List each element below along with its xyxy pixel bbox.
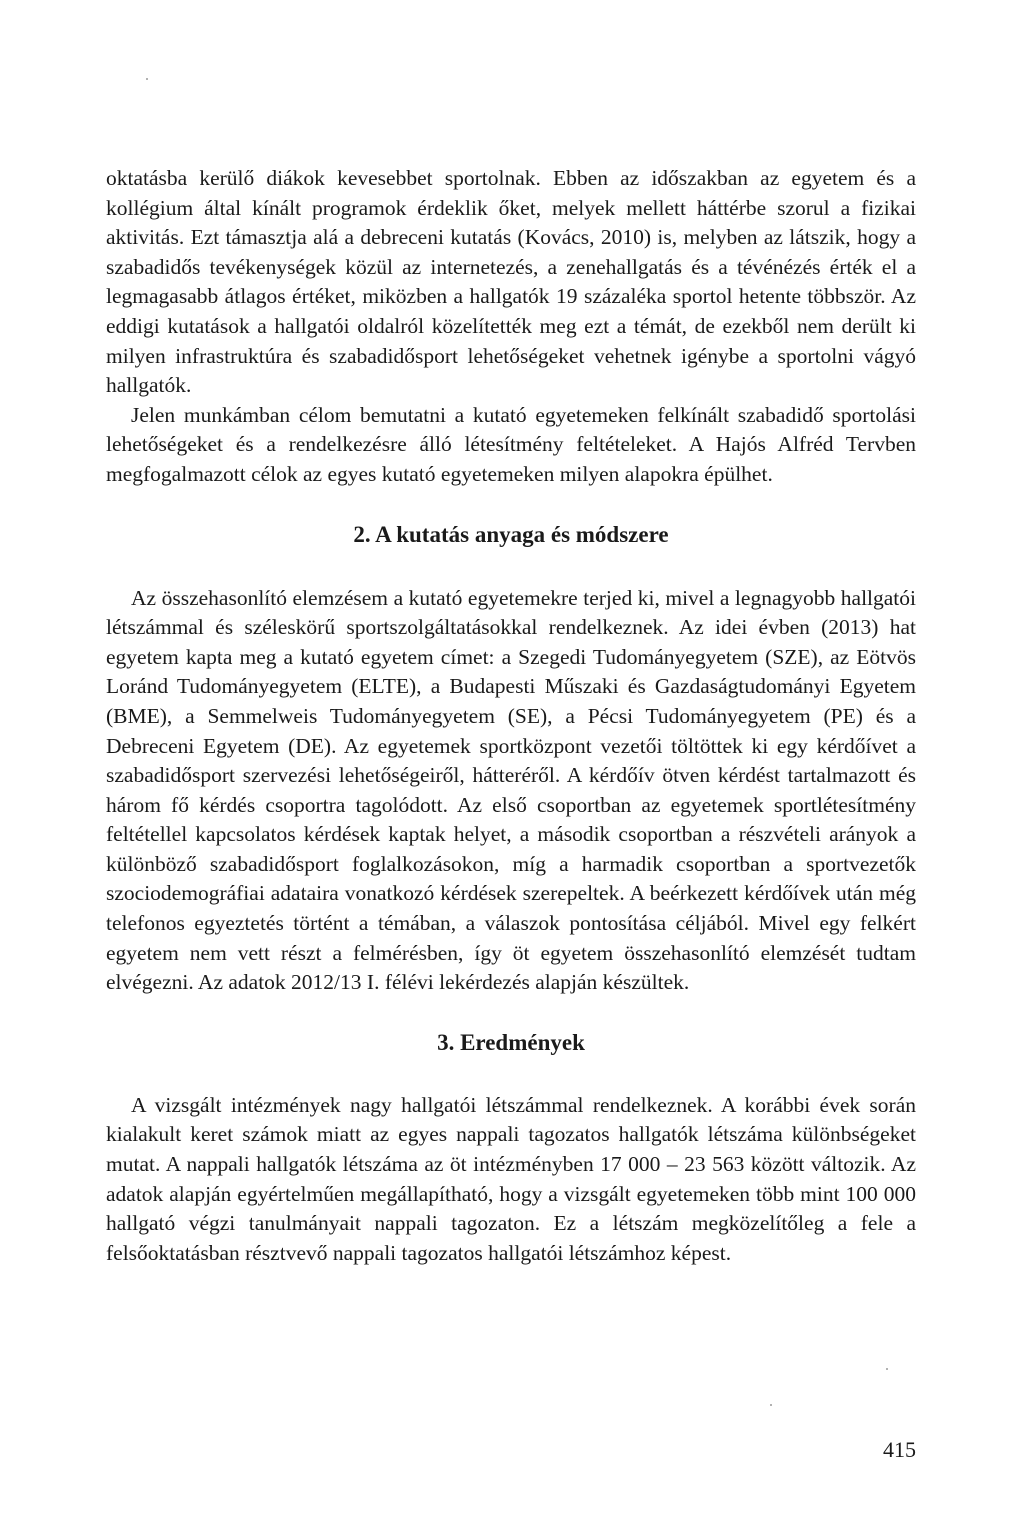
document-page: [106, 164, 916, 1268]
section-3-heading: 3. Eredmények: [437, 1029, 585, 1055]
scan-speck: [886, 1368, 888, 1370]
intro-paragraph-continued: oktatásba kerülő diákok kevesebbet sportolnak. Ebben az időszakban az egyetem és a kollégium által kínált programok érdeklik őket, melyek mellett háttérbe szorul a fizikai aktivitás. Ezt támasztja alá a debreceni kutatás (Kovács, 2010) is, melyben az látszik, hogy a szabadidős tevékenységek közül az internetezés, a zenehallgatás és a tévénézés érték el a legmagasabb átlagos értéket, miközben a hallgatók 19 százaléka sportol hetente többször. Az eddigi kutatások a hallgatói oldalról közelítették meg ezt a témát, de ezekből nem derült ki milyen infrastruktúra és szabadidősport lehetőségeket vehetnek igénybe a sportolni vágyó hallgatók.: [106, 166, 916, 398]
scan-speck: [770, 1404, 772, 1406]
scan-speck: [146, 78, 148, 80]
section-3-paragraph: A vizsgált intézmények nagy hallgatói létszámmal rendelkeznek. A korábbi évek során kialakult keret számok miatt az egyes nappali tagozatos hallgatók létszáma különbségeket mutat. A nappali hallgatók létszáma az öt intézményben 17 000 – 23 563 között változik. Az adatok alapján egyértelműen megállapítható, hogy a vizsgált egyetemeken több mint 100 000 hallgató végzi tanulmányait nappali tagozaton. Ez a létszám megközelítőleg a fele a felsőoktatásban résztvevő nappali tagozatos hallgatói létszámhoz képest.: [106, 1092, 916, 1265]
intro-paragraph-aims: Jelen munkámban célom bemutatni a kutató egyetemeken felkínált szabadidő sportolási lehetőségeket és a rendelkezésre álló létesítmény feltételeket. A Hajós Alfréd Tervben megfogalmazott célok az egyes kutató egyetemeken milyen alapokra épülhet.: [106, 402, 916, 486]
page-number: 415: [883, 1437, 916, 1462]
section-2-heading: 2. A kutatás anyaga és módszere: [353, 521, 669, 547]
section-2-paragraph: Az összehasonlító elemzésem a kutató egyetemekre terjed ki, mivel a legnagyobb hallgatói létszámmal és széleskörű sportszolgáltatásokkal rendelkeznek. Az idei évben (2013) hat egyetem kapta meg a kutató egyetem címet: a Szegedi Tudományegyetem (SZE), az Eötvös Loránd Tudományegyetem (ELTE), a Budapesti Műszaki és Gazdaságtudományi Egyetem (BME), a Semmelweis Tudományegyetem (SE), a Pécsi Tudományegyetem (PE) és a Debreceni Egyetem (DE). Az egyetemek sportközpont vezetői töltöttek ki egy kérdőívet a szabadidősport szervezési lehetőségeiről, hátteréről. A kérdőív ötven kérdést tartalmazott és három fő kérdés csoportra tagolódott. Az első csoportban az egyetemek sportlétesítmény feltétellel kapcsolatos kérdések kaptak helyet, a második csoportban a részvételi arányok a különböző szabadidősport foglalkozásokon, míg a harmadik csoportban a sportvezetők szociodemográfiai adataira vonatkozó kérdések szerepeltek. A beérkezett kérdőívek után még telefonos egyeztetés történt a témában, a válaszok pontosítása céljából. Mivel egy felkért egyetem nem vett részt a felmérésben, így öt egyetem összehasonlító elemzését tudtam elvégezni. Az adatok 2012/13 I. félévi lekérdezés alapján készültek.: [106, 585, 916, 995]
